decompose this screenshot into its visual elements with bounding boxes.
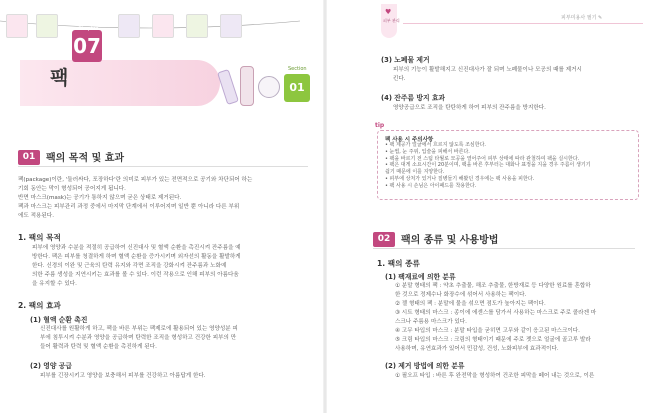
cream-jar-icon [258, 76, 280, 98]
heading-pack-types: 1. 팩의 종류 [377, 259, 420, 268]
list-item: ④ 고무 타입의 마스크 : 분말 타입을 굳히면 고무와 같이 응고된 마스크이다. [395, 328, 580, 334]
text-line: 방한다. 팩은 피부를 청결하게 하며 혈액 순환을 증가시키며 외자선의 활동을 활발하게 [32, 254, 241, 260]
list-item: ① 필오프 타입 : 바른 후 완전막을 형성하여 건조한 피막을 떼어 내는 것으로, 이른 [395, 373, 595, 379]
text-line: 피부에 영양과 수분을 적절히 공급하여 신진대사 및 혈액 순환을 촉진시켜 잔주름을 예 [32, 245, 241, 251]
list-item: • 팩 제공가 얼굴에서 흐르지 않도록 조심한다. [385, 142, 487, 148]
text-line: 을 유지할 수 있다. [32, 281, 77, 287]
tip-tag: tip [375, 122, 385, 129]
hanging-card [220, 14, 242, 38]
chapter-title: 팩 [50, 67, 70, 89]
hanging-card [6, 14, 28, 38]
list-item: • 팩 사용 시 손님은 아이패드를 착용한다. [385, 182, 477, 189]
list-item: ③ 시트 형태의 마스크 : 종이에 에센스를 담가서 사용하는 마스크로 주로 콜라겐 마 [395, 310, 597, 316]
list-item: ① 분말 형태의 팩 : 약초 추출물, 해조 추출물, 한방재료 등 다양한 원료를 혼합하 [395, 283, 591, 289]
section-number: 02 [373, 232, 395, 247]
circulation-paragraph [40, 325, 238, 352]
heading-by-material: (1) 팩재료에 의한 분류 [385, 273, 456, 281]
text-line: 부에 침투시켜 수분과 영양을 공급하며 탄력한 조직을 형성하고 건강한 피부의 만 [40, 335, 237, 341]
text-line: 피부의 기능이 활발해지고 신진대사가 잘 되며 노폐물이나 모공의 때를 제거시 [393, 67, 582, 73]
list-item: • 팩은 대게 소요시간이 20분이며, 팩을 바른 후부터는 대화나 표정을 지을 경우 주름이 생기기 [385, 162, 591, 169]
section-title: 팩의 목적 및 효과 [46, 153, 125, 164]
text-line: 반면 마스크(mask)는 공기가 통하지 않으며 굳은 상태로 제거된다. [18, 195, 182, 201]
text-line: 팩(package)이란, '둘러싸다, 포장하다'란 의미로 피부가 있는 전면적으로 공기와 차단되어 하는 [18, 177, 253, 183]
tip-list [385, 142, 590, 190]
heading-purpose: 1. 팩의 목적 [18, 233, 61, 242]
chapter-tag: Chapter [78, 26, 98, 32]
wrinkle-prevention-paragraph [393, 104, 546, 113]
heading-by-removal: (2) 제거 방법에 의한 분류 [385, 362, 465, 370]
right-page [325, 0, 650, 413]
heart-icon: ♥ [385, 8, 392, 16]
tip-title: 팩 사용 시 주의사항 [385, 137, 434, 143]
list-item: • 피부에 상처가 있거나 질병들기 해봤던 경우에는 팩 사용을 피한다. [385, 175, 535, 182]
list-item: 사용하며, 유연효과가 있어서 민감성, 건성, 노화피부에 효과적이다. [395, 346, 559, 352]
removal-list [395, 372, 594, 381]
section-divider [18, 166, 308, 167]
text-line: 팩과 마스크는 피부관리 과정 중에서 마지막 단계에서 이루어지며 일반 뿐 아니라 다른 부위 [18, 204, 240, 210]
text-line: 신진대사를 원활하게 하고, 팩을 바른 부위는 팩제로에 활용되어 있는 영양성분 피 [40, 326, 238, 332]
section-badge-tag: Section [288, 66, 307, 72]
nutrition-paragraph [40, 372, 206, 381]
list-item: 한 것으로 정제수나 화장수에 섞어서 사용하는 팩이다. [395, 292, 527, 298]
hanging-card [186, 14, 208, 38]
list-item: 쉽기 때문에 이를 지양한다. [385, 169, 445, 176]
purpose-paragraph [32, 244, 241, 289]
chapter-number: 07 [72, 30, 102, 62]
hanging-card [118, 14, 140, 38]
text-line: 의한 주름 생성을 지연시키는 효과를 볼 수 있다. 이런 작용으로 인해 피부의 아름다움 [32, 272, 239, 278]
section-number: 01 [18, 150, 40, 165]
text-line: 피부를 긴장시키고 영양을 보충해서 피부를 건강하고 아름답게 한다. [40, 373, 206, 379]
waste-removal-paragraph [393, 66, 582, 84]
text-line: 에도 적용된다. [18, 213, 54, 219]
list-item: 스크나 주름용 마스크가 있다. [395, 319, 467, 325]
heading-effects: 2. 팩의 효과 [18, 301, 61, 310]
book-title: 피부미용사 필기 ✎ [561, 15, 603, 21]
list-item: • 팩을 바르기 전 스팀 타월로 모공을 열어주어 피부 상태에 따라 관철하여 팩을 실시한다. [385, 155, 580, 162]
hanging-card [36, 14, 58, 38]
list-item: ② 젤 형태의 팩 : 분말에 물을 섞으면 점도가 높아지는 팩이다. [395, 301, 546, 307]
cosmetic-bottle-icon [217, 69, 239, 105]
heading-circulation: (1) 혈액 순환 촉진 [30, 316, 88, 324]
list-item: ⑤ 크림 타입의 마스크 : 크림의 형태이기 때문에 주로 젯으로 얼굴에 골고루 발라 [395, 337, 591, 343]
heading-nutrition: (2) 영양 공급 [30, 362, 72, 370]
section-badge: 01 [284, 74, 310, 102]
text-line: 한다. 신경의 이완 및 근육의 탄력 유지와 각면 조직을 강화시켜 잔주름과 노화예 [32, 263, 227, 269]
list-item: • 눈썹, 눈 주위, 입술을 피해서 바른다. [385, 148, 470, 155]
material-list [395, 282, 596, 354]
intro-paragraph [18, 176, 252, 221]
heading-wrinkle-prevention: (4) 잔주름 방지 효과 [381, 94, 446, 102]
header-divider [403, 23, 643, 24]
text-line: 킨다. [393, 76, 406, 82]
hanging-card [152, 14, 174, 38]
text-line: 들어 활력과 탄력 및 혈액 순환을 촉진하게 된다. [40, 344, 157, 350]
text-line: 기회 동안는 막이 형성되어 공어지게 됩니다. [18, 186, 126, 192]
section-title: 팩의 종류 및 사용방법 [401, 235, 499, 246]
text-line: 영양공급으로 조직을 탄탄하게 하여 피부의 잔주름을 방지한다. [393, 105, 546, 111]
section-divider [373, 248, 635, 249]
cosmetic-bottle-icon [240, 66, 254, 106]
heading-waste-removal: (3) 노폐물 제거 [381, 56, 430, 64]
header-tab-text: 피부 관리 [383, 18, 400, 23]
